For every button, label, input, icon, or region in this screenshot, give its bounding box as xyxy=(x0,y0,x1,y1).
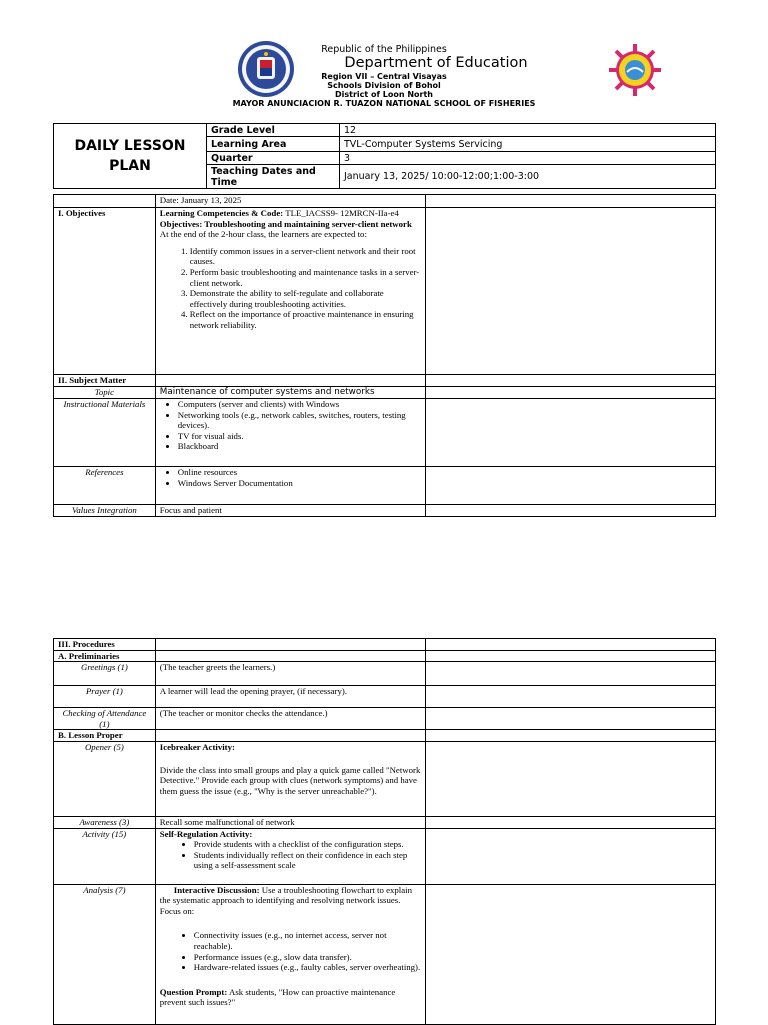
lesson-info-table xyxy=(53,123,716,189)
prayer-value: A learner will lead the opening prayer, (if necessary). xyxy=(155,686,425,708)
opener-text: Divide the class into small groups and play a quick game called "Network Detective." Provide each group with clues (network symptoms) and have them guess the issue (e.g., "Why is the server unreachable?"). xyxy=(159,764,421,796)
opener-title: Icebreaker Activity: xyxy=(159,741,235,752)
blank-cell xyxy=(426,467,716,505)
prompt-title: Question Prompt: xyxy=(159,986,228,997)
material-item: • TV for visual aids. xyxy=(178,431,421,442)
blank-cell xyxy=(426,639,716,651)
blank-cell xyxy=(426,650,716,662)
learning-area-label: Learning Area xyxy=(207,137,340,152)
objective-item: 1. Identify common issues in a server-client network and their root causes. xyxy=(190,246,421,267)
blank-cell xyxy=(426,708,716,730)
analysis-label: Analysis (7) xyxy=(54,884,156,1024)
blank-cell xyxy=(426,505,716,517)
republic-text: Republic of the Philippines xyxy=(321,44,447,55)
analysis-item: • Connectivity issues (e.g., no internet access, server not reachable). xyxy=(194,930,421,951)
objective-item: 3. Demonstrate the ability to self-regulate and collaborate effectively during troubleshooting activities. xyxy=(190,288,421,309)
references-list xyxy=(160,467,421,488)
department-title: Department of Education xyxy=(344,55,528,71)
blank-cell xyxy=(426,686,716,708)
blank-cell xyxy=(54,195,156,208)
grade-level-label: Grade Level xyxy=(207,124,340,137)
references-label: References xyxy=(54,467,156,505)
objectives-intro: At the end of the 2-hour class, the learners are expected to: xyxy=(159,229,367,240)
reference-item: • Windows Server Documentation xyxy=(178,478,421,489)
lc-label: Learning Competencies & Code: xyxy=(159,208,284,218)
blank-cell xyxy=(155,730,425,742)
opener-content xyxy=(155,741,425,816)
objective-item: 4. Reflect on the importance of proactive maintenance in ensuring network reliability. xyxy=(190,309,421,330)
greetings-label: Greetings (1) xyxy=(54,662,156,686)
greetings-value: (The teacher greets the learners.) xyxy=(155,662,425,686)
blank-cell xyxy=(426,741,716,816)
objectives-title: Objectives: Troubleshooting and maintaining server-client network xyxy=(159,218,412,229)
awareness-value: Recall some malfunctional of network xyxy=(155,816,425,828)
blank-cell xyxy=(426,828,716,884)
topic-value: Maintenance of computer systems and networks xyxy=(155,387,425,399)
material-item: • Networking tools (e.g., network cables, switches, routers, testing devices). xyxy=(178,410,421,431)
analysis-content xyxy=(155,884,425,1024)
activity-item: • Students individually reflect on their confidence in each step using a self-assessment scale xyxy=(194,850,421,871)
attendance-label: Checking of Attendance (1) xyxy=(54,708,156,730)
reference-item: • Online resources xyxy=(178,467,421,478)
analysis-text: Use a troubleshooting flowchart to explain the systematic approach to identifying and resolving network issues. Focus on: xyxy=(159,884,412,916)
analysis-item: • Performance issues (e.g., slow data transfer). xyxy=(194,952,421,963)
quarter-value: 3 xyxy=(340,152,716,165)
blank-cell xyxy=(426,662,716,686)
material-item: • Computers (server and clients) with Windows xyxy=(178,399,421,410)
topic-label: Topic xyxy=(54,387,156,399)
blank-cell xyxy=(426,816,716,828)
prayer-label: Prayer (1) xyxy=(54,686,156,708)
analysis-title: Interactive Discussion: xyxy=(173,884,260,895)
activity-label: Activity (15) xyxy=(54,828,156,884)
awareness-label: Awareness (3) xyxy=(54,816,156,828)
material-item: • Blackboard xyxy=(178,441,421,452)
references-content xyxy=(155,467,425,505)
materials-label: Instructional Materials xyxy=(54,399,156,467)
blank-cell xyxy=(426,375,716,387)
objectives-label: I. Objectives xyxy=(54,208,156,375)
blank-cell xyxy=(155,639,425,651)
objectives-table xyxy=(53,194,716,517)
blank-cell xyxy=(426,399,716,467)
objectives-content xyxy=(155,208,425,375)
prompt-text: Ask students, "How can proactive maintenance prevent such issues?" xyxy=(159,986,396,1008)
materials-list xyxy=(160,399,421,452)
activity-list xyxy=(160,839,421,871)
blank-cell xyxy=(155,650,425,662)
blank-cell xyxy=(426,884,716,1024)
quarter-label: Quarter xyxy=(207,152,340,165)
procedures-table xyxy=(53,638,716,1025)
procedures-label: III. Procedures xyxy=(54,639,156,651)
district-text: District of Loon North xyxy=(335,90,433,99)
opener-label: Opener (5) xyxy=(54,741,156,816)
preliminaries-label: A. Preliminaries xyxy=(54,650,156,662)
attendance-value: (The teacher or monitor checks the attendance.) xyxy=(155,708,425,730)
teaching-dates-label: Teaching Dates and Time xyxy=(207,165,340,189)
subject-matter-label: II. Subject Matter xyxy=(54,375,156,387)
lesson-proper-label: B. Lesson Proper xyxy=(54,730,156,742)
activity-item: • Provide students with a checklist of the configuration steps. xyxy=(194,839,421,850)
blank-cell xyxy=(426,195,716,208)
blank-cell xyxy=(426,208,716,375)
dlp-title: DAILY LESSON PLAN xyxy=(74,138,186,174)
activity-content xyxy=(155,828,425,884)
lc-code: TLE_IACSS9- 12MRCN-IIa-e4 xyxy=(283,208,399,218)
division-text: Schools Division of Bohol xyxy=(327,81,441,90)
blank-cell xyxy=(426,730,716,742)
values-value: Focus and patient xyxy=(155,505,425,517)
objective-item: 2. Perform basic troubleshooting and maintenance tasks in a server-client network. xyxy=(190,267,421,288)
dlp-title-cell xyxy=(54,124,207,189)
analysis-item: • Hardware-related issues (e.g., faulty cables, server overheating). xyxy=(194,962,421,973)
blank-cell xyxy=(155,375,425,387)
activity-title: Self-Regulation Activity: xyxy=(159,828,253,839)
grade-level-value: 12 xyxy=(340,124,716,137)
materials-content xyxy=(155,399,425,467)
date-cell: Date: January 13, 2025 xyxy=(155,195,425,208)
teaching-dates-value: January 13, 2025/ 10:00-12:00;1:00-3:00 xyxy=(340,165,716,189)
region-text: Region VII – Central Visayas xyxy=(321,72,447,81)
values-label: Values Integration xyxy=(54,505,156,517)
learning-area-value: TVL-Computer Systems Servicing xyxy=(340,137,716,152)
objectives-list xyxy=(160,246,421,331)
blank-cell xyxy=(426,387,716,399)
analysis-list xyxy=(160,930,421,972)
school-name: MAYOR ANUNCIACION R. TUAZON NATIONAL SCHOOL OF FISHERIES xyxy=(232,99,536,108)
